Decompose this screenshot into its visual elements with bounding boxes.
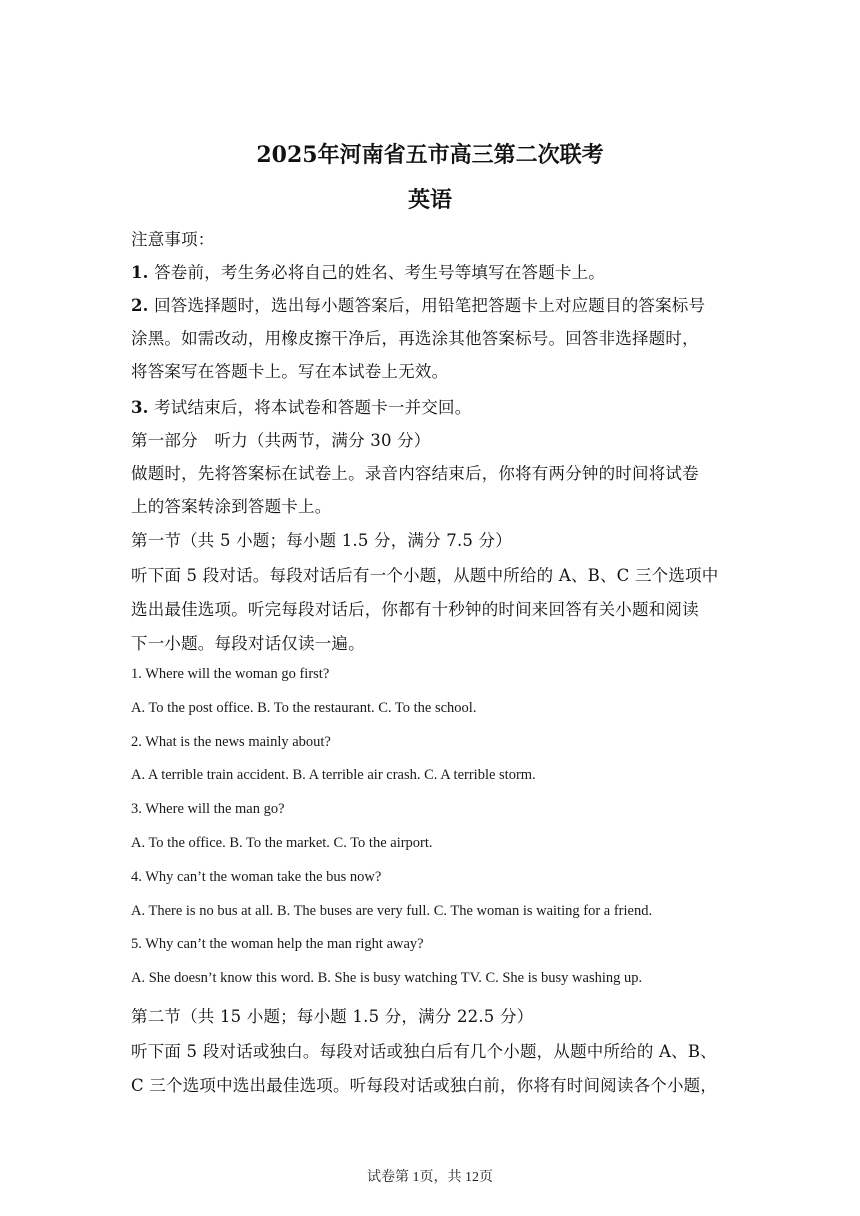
question-2-options: A. A terrible train accident. B. A terrible air crash. C. A terrible storm. [131, 767, 536, 783]
part1-intro-line-2: 上的答案转涂到答题卡上。 [131, 497, 332, 516]
section1-intro-line-3: 下一小题。每段对话仅读一遍。 [131, 634, 365, 653]
notice-item-2-text-line-3: 将答案写在答题卡上。写在本试卷上无效。 [131, 362, 449, 381]
part1-heading: 第一部分 听力（共两节，满分 30 分） [131, 431, 431, 450]
notice-item-1-number: 1. [131, 263, 149, 282]
notice-item-2-number: 2. [131, 296, 149, 315]
question-1: 1. Where will the woman go first? [131, 666, 330, 682]
section1-heading: 第一节（共 5 小题；每小题 1.5 分，满分 7.5 分） [131, 531, 512, 550]
section2-intro-line-1: 听下面 5 段对话或独白。每段对话或独白后有几个小题，从题中所给的 A、B、 [131, 1042, 717, 1061]
notice-item-2-text-line-2: 涂黑。如需改动，用橡皮擦干净后，再选涂其他答案标号。回答非选择题时， [131, 329, 699, 348]
notice-item-3 [131, 394, 471, 418]
notice-item-1-text: 答卷前，考生务必将自己的姓名、考生号等填写在答题卡上。 [154, 263, 605, 282]
notice-item-3-text: 考试结束后，将本试卷和答题卡一并交回。 [154, 398, 472, 417]
section1-intro-line-2: 选出最佳选项。听完每段对话后，你都有十秒钟的时间来回答有关小题和阅读 [131, 600, 699, 619]
section2-intro-line-2: C 三个选项中选出最佳选项。听每段对话或独白前，你将有时间阅读各个小题， [131, 1076, 718, 1095]
subject-title: 英语 [407, 187, 452, 213]
question-2: 2. What is the news mainly about? [131, 734, 331, 750]
notice-item-2-text-line-1: 回答选择题时，选出每小题答案后，用铅笔把答题卡上对应题目的答案标号 [154, 296, 706, 315]
question-4-options: A. There is no bus at all. B. The buses are very full. C. The woman is waiting for a friend. [131, 903, 653, 919]
page-footer: 试卷第 1页，共 12页 [367, 1170, 493, 1185]
section1-intro-line-1: 听下面 5 段对话。每段对话后有一个小题，从题中所给的 A、B、C 三个选项中 [131, 566, 719, 585]
question-5: 5. Why can’t the woman help the man right away? [131, 936, 424, 952]
question-4: 4. Why can’t the woman take the bus now? [131, 869, 382, 885]
notice-heading: 注意事项： [131, 230, 215, 249]
notice-item-3-number: 3. [131, 398, 149, 417]
question-3-options: A. To the office. B. To the market. C. To the airport. [131, 835, 433, 851]
question-5-options: A. She doesn’t know this word. B. She is busy watching TV. C. She is busy washing up. [131, 970, 643, 986]
part1-intro-line-1: 做题时，先将答案标在试卷上。录音内容结束后，你将有两分钟的时间将试卷 [131, 464, 699, 483]
notice-item-2 [131, 292, 705, 316]
section2-heading: 第二节（共 15 小题；每小题 1.5 分，满分 22.5 分） [131, 1007, 534, 1026]
question-1-options: A. To the post office. B. To the restaurant. C. To the school. [131, 700, 477, 716]
exam-title: 2025年河南省五市高三第二次联考 [256, 142, 604, 168]
notice-item-1 [131, 259, 605, 283]
question-3: 3. Where will the man go? [131, 801, 285, 817]
